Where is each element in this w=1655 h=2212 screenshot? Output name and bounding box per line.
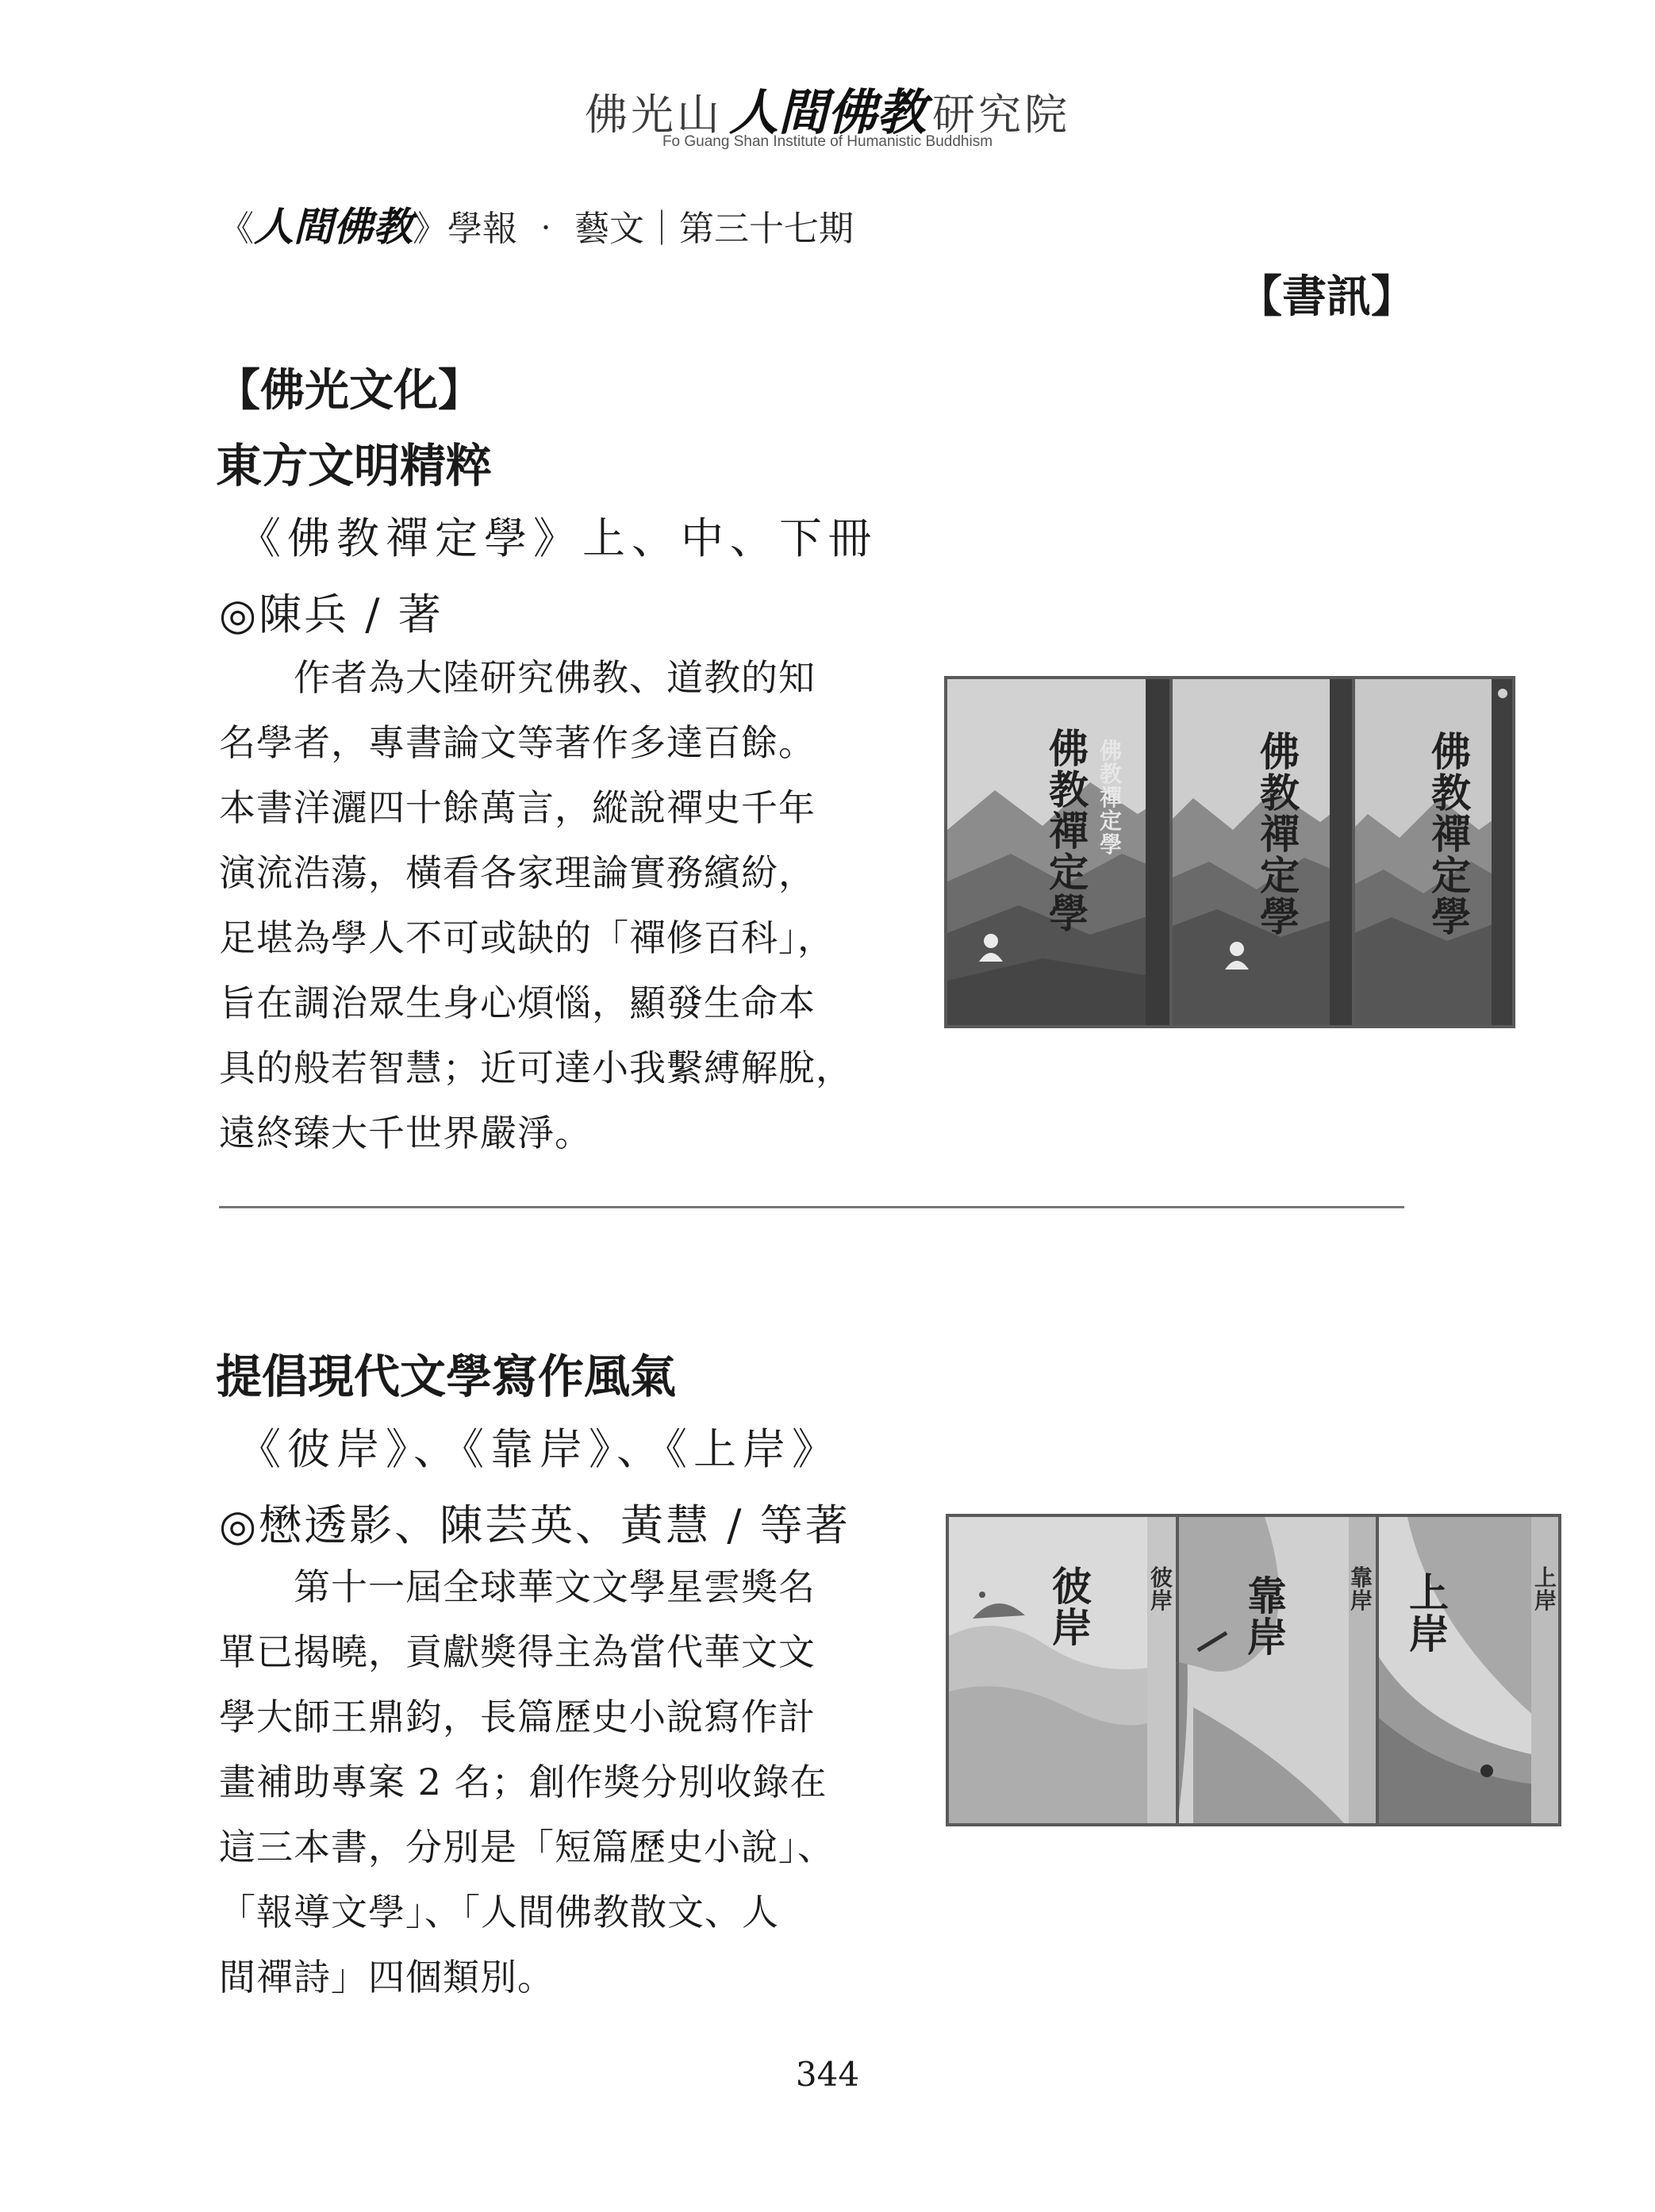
article1-body-line: 足堪為學人不可或缺的「禪修百科」，: [219, 916, 835, 959]
publisher-label: 【佛光文化】: [216, 364, 482, 417]
article1-author: ◎陳兵 / 著: [219, 589, 444, 639]
article2-body-line: 「報導文學」、「人間佛教散文、人: [219, 1891, 779, 1934]
article1-book-title: 《佛教禪定學》上、中、下冊: [238, 513, 877, 563]
cover-title-vertical: 彼 岸: [1052, 1563, 1092, 1651]
book-cover-vol2: [1150, 676, 1355, 1028]
cover-title-vertical: 佛 教 禪 定 學: [1260, 728, 1300, 940]
article2-book-titles: 《彼岸》、《靠岸》、《上岸》: [238, 1424, 841, 1474]
institute-name-en: Fo Guang Shan Institute of Humanistic Buddhism: [662, 133, 993, 150]
journal-header: [219, 195, 854, 252]
section-divider: [219, 1206, 1404, 1208]
article2-body-line: 間禪詩」四個類別。: [219, 1956, 555, 1999]
article2-body-line: 學大師王鼎鈞，長篇歷史小說寫作計: [219, 1695, 816, 1738]
cover-title-vertical: 佛 教 禪 定 學: [1431, 728, 1471, 940]
institute-suffix: 研究院: [932, 90, 1070, 140]
institute-prefix: 佛光山: [584, 90, 723, 140]
article1-body-line: 具的般若智慧；近可達小我繫縛解脫，: [219, 1046, 853, 1089]
cover-spine-title: 靠 岸: [1350, 1565, 1373, 1615]
institute-brand-logo: 人間佛教: [728, 83, 926, 141]
book-cover-kaoan: [1166, 1514, 1379, 1826]
cover-title-vertical: 上 岸: [1409, 1569, 1449, 1657]
article2-body-line: 第十一屆全球華文文學星雲獎名: [219, 1565, 816, 1608]
journal-open: 《: [219, 209, 254, 249]
cover-title-vertical: 佛 教 禪 定 學: [1049, 725, 1089, 937]
book-cover-bian: [946, 1514, 1179, 1826]
book-cover-vol1: [944, 676, 1173, 1028]
article1-body-line: 作者為大陸研究佛教、道教的知: [219, 656, 816, 699]
cover-spine-title: 上 岸: [1534, 1565, 1557, 1615]
cover-title-vertical: 靠 岸: [1247, 1573, 1287, 1661]
article1-title: 東方文明精粹: [216, 439, 493, 493]
book-cover-shangan: [1373, 1514, 1561, 1826]
article2-body-line: 這三本書，分別是「短篇歷史小說」、: [219, 1826, 835, 1868]
article1-body-line: 遠終臻大千世界嚴淨。: [219, 1112, 592, 1154]
article2-body-line: 單已揭曉，貢獻獎得主為當代華文文: [219, 1630, 816, 1673]
cover-spine-title: 彼 岸: [1150, 1565, 1173, 1615]
article1-body-line: 演流浩蕩，橫看各家理論實務繽紛，: [219, 851, 816, 894]
cover-spine-title: 佛 教 禪 定 學: [1099, 738, 1122, 858]
journal-issue: 》學報 ‧ 藝文｜第三十七期: [413, 209, 854, 249]
section-tag: 【書訊】: [1238, 271, 1415, 323]
article1-body-line: 旨在調治眾生身心煩惱，顯發生命本: [219, 981, 816, 1024]
article2-authors: ◎懋透影、陳芸英、黃慧 / 等著: [219, 1500, 851, 1550]
journal-brand: 人間佛教: [254, 203, 413, 250]
article2-title: 提倡現代文學寫作風氣: [216, 1350, 677, 1404]
article2-body-line: 畫補助專案 2 名；創作獎分別收錄在: [219, 1761, 828, 1803]
page-number: 344: [795, 2055, 860, 2094]
article1-body-line: 名學者，專書論文等著作多達百餘。: [219, 721, 816, 764]
article1-body-line: 本書洋灑四十餘萬言，縱說禪史千年: [219, 786, 816, 829]
book-cover-vol3: [1333, 676, 1515, 1028]
